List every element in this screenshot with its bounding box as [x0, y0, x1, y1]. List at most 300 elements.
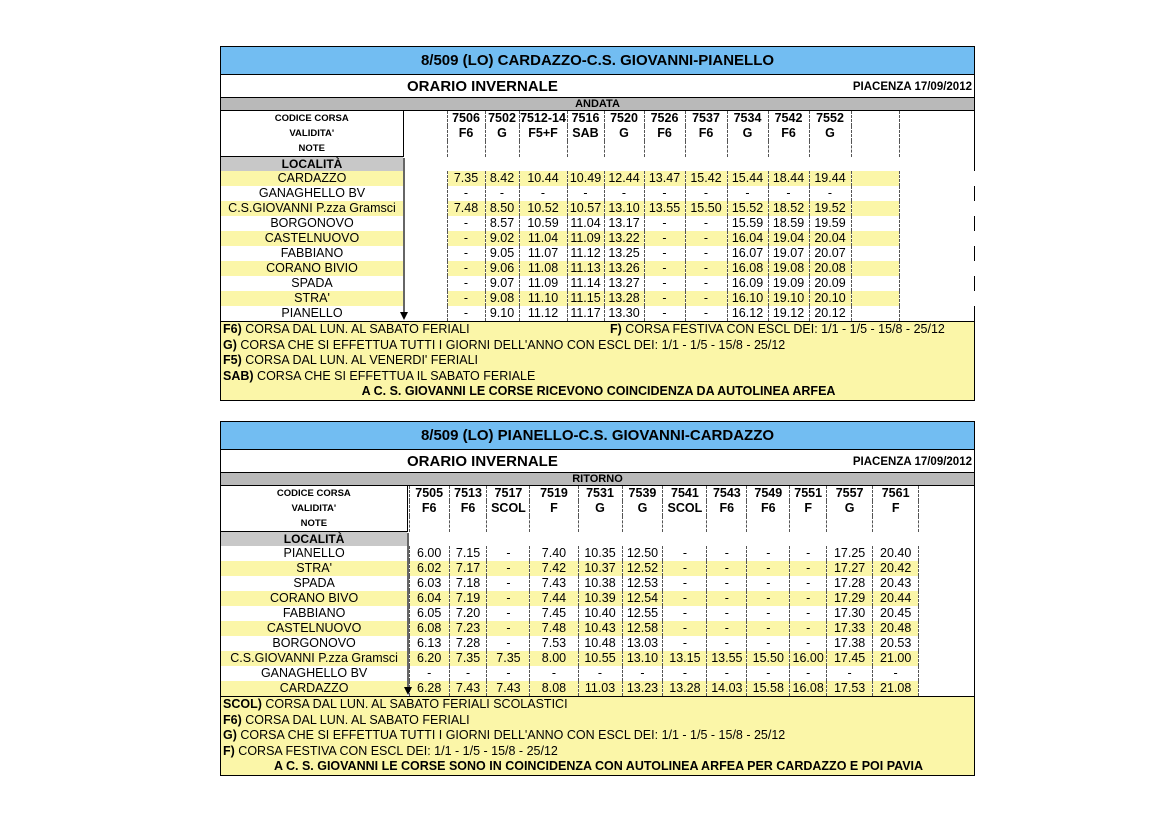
stop-time — [899, 291, 998, 306]
blank-cell — [447, 157, 485, 172]
header-row — [221, 126, 998, 141]
stop-time: - — [487, 621, 530, 636]
stop-time: 9.10 — [485, 306, 519, 321]
stop-row — [221, 186, 998, 201]
stop-time: 20.08 — [809, 261, 851, 276]
trip-note — [747, 516, 790, 532]
stop-row — [221, 651, 974, 666]
ritorno-subtitle — [221, 450, 974, 473]
trip-note — [604, 141, 644, 157]
localita-row — [221, 532, 974, 547]
stop-row — [221, 291, 998, 306]
trip-code: 7539 — [622, 486, 663, 501]
legend-key: F) — [223, 743, 235, 758]
stop-time: 6.04 — [409, 591, 449, 606]
stop-time: 17.29 — [827, 591, 873, 606]
trip-validity: G — [727, 126, 768, 141]
legend-note — [221, 697, 974, 713]
stop-time: 21.00 — [873, 651, 919, 666]
trip-code: 7537 — [685, 111, 727, 126]
stop-time: 10.59 — [519, 216, 567, 231]
stop-name: GANAGHELLO BV — [258, 186, 366, 200]
stop-time: 20.48 — [873, 621, 919, 636]
legend-note — [221, 353, 974, 369]
stop-time: - — [747, 606, 790, 621]
trip-validity: F6 — [707, 501, 747, 516]
stop-time: - — [790, 591, 827, 606]
stop-time: - — [487, 576, 530, 591]
stop-time — [851, 201, 899, 216]
trip-code: 7543 — [707, 486, 747, 501]
stop-time: 19.44 — [809, 171, 851, 186]
stop-time: - — [790, 636, 827, 651]
legend-text: CORSA CHE SI EFFETTUA TUTTI I GIORNI DELL'ANNO CON ESCL DEI: 1/1 - 1/5 - 15/8 - 25/12 — [236, 728, 786, 742]
stop-time: - — [685, 261, 727, 276]
stop-time: 8.42 — [485, 171, 519, 186]
trip-code: 7513 — [449, 486, 487, 501]
trip-note — [899, 141, 998, 157]
stop-time — [919, 651, 974, 666]
stop-time: - — [487, 606, 530, 621]
blank-cell — [768, 157, 809, 172]
stop-time: - — [809, 186, 851, 201]
stop-time: - — [747, 621, 790, 636]
stop-time — [851, 246, 899, 261]
stop-time: 13.55 — [707, 651, 747, 666]
stop-time: - — [747, 561, 790, 576]
stop-name: STRA' — [221, 561, 407, 576]
legend-key: F) — [610, 322, 622, 336]
trip-validity: SCOL — [487, 501, 530, 516]
stop-name: PIANELLO — [281, 306, 343, 320]
stop-time — [851, 231, 899, 246]
stop-time: 7.43 — [530, 576, 578, 591]
stop-time: 11.09 — [567, 231, 604, 246]
arrow-column — [403, 291, 447, 306]
andata-table — [221, 111, 998, 321]
blank-cell — [685, 157, 727, 172]
stop-time: 13.30 — [604, 306, 644, 321]
stop-time: 7.18 — [449, 576, 487, 591]
trip-code: 7516 — [567, 111, 604, 126]
arrow-column — [403, 261, 447, 276]
stop-time: - — [685, 186, 727, 201]
stop-time: 10.52 — [519, 201, 567, 216]
trip-validity: SCOL — [663, 501, 707, 516]
trip-code: 7561 — [873, 486, 919, 501]
stop-time: 13.22 — [604, 231, 644, 246]
stop-time: 13.28 — [663, 681, 707, 696]
trip-note — [790, 516, 827, 532]
stop-time: 12.58 — [622, 621, 663, 636]
stop-time: - — [644, 261, 685, 276]
legend-note — [221, 728, 974, 744]
stop-time: 11.17 — [567, 306, 604, 321]
header-label: VALIDITA' — [289, 128, 335, 139]
trip-note — [578, 516, 622, 532]
stop-time: 11.07 — [519, 246, 567, 261]
blank-cell — [622, 532, 663, 547]
arrow-column — [403, 306, 447, 321]
stop-time: - — [487, 591, 530, 606]
stop-time: 11.12 — [519, 306, 567, 321]
stop-time: 7.19 — [449, 591, 487, 606]
trip-validity: F6 — [685, 126, 727, 141]
stop-time: 15.42 — [685, 171, 727, 186]
stop-time: - — [567, 186, 604, 201]
stop-time: - — [707, 576, 747, 591]
trip-note — [530, 516, 578, 532]
stop-name: CASTELNUOVO — [221, 621, 407, 636]
arrow-column — [403, 111, 447, 126]
stop-time: 6.20 — [409, 651, 449, 666]
stop-time: 6.03 — [409, 576, 449, 591]
trip-note — [485, 141, 519, 157]
legend-key: F6) — [223, 322, 242, 336]
stop-time: 10.49 — [567, 171, 604, 186]
trip-validity: G — [485, 126, 519, 141]
ritorno-direction: RITORNO — [221, 473, 974, 486]
stop-time: 7.48 — [530, 621, 578, 636]
arrow-column — [407, 501, 409, 516]
legend-note — [221, 369, 974, 385]
stop-time: - — [747, 546, 790, 561]
stop-time: - — [604, 186, 644, 201]
trip-note — [449, 516, 487, 532]
stop-row — [221, 546, 974, 561]
stop-time: 19.07 — [768, 246, 809, 261]
stop-time — [899, 216, 998, 231]
stop-time: 19.04 — [768, 231, 809, 246]
stop-time — [851, 261, 899, 276]
andata-direction: ANDATA — [221, 98, 974, 111]
trip-note — [567, 141, 604, 157]
stop-time: 7.23 — [449, 621, 487, 636]
stop-name: SPADA — [291, 276, 333, 290]
stop-time: - — [622, 666, 663, 681]
stop-time: 7.53 — [530, 636, 578, 651]
trip-note — [809, 141, 851, 157]
andata-place-date: PIACENZA 17/09/2012 — [852, 81, 972, 93]
stop-time: 16.10 — [727, 291, 768, 306]
stop-time: - — [685, 216, 727, 231]
stop-time: 19.08 — [768, 261, 809, 276]
stop-time — [899, 261, 998, 276]
trip-code: 7526 — [644, 111, 685, 126]
stop-time — [919, 606, 974, 621]
arrow-column — [403, 276, 447, 291]
blank-cell — [919, 532, 974, 547]
trip-validity: G — [809, 126, 851, 141]
stop-row — [221, 606, 974, 621]
stop-time: - — [487, 546, 530, 561]
trip-note — [663, 516, 707, 532]
stop-time: 19.09 — [768, 276, 809, 291]
blank-cell — [578, 532, 622, 547]
header-label: VALIDITA' — [291, 503, 337, 514]
stop-time: 10.38 — [578, 576, 622, 591]
stop-time: - — [707, 636, 747, 651]
stop-time: - — [747, 666, 790, 681]
stop-row — [221, 171, 998, 186]
stop-time: 17.27 — [827, 561, 873, 576]
stop-time: - — [663, 576, 707, 591]
stop-row — [221, 216, 998, 231]
stop-time: - — [644, 186, 685, 201]
stop-time: 11.03 — [578, 681, 622, 696]
stop-time: - — [644, 276, 685, 291]
trip-validity — [851, 126, 899, 141]
stop-time: 10.39 — [578, 591, 622, 606]
blank-cell — [809, 157, 851, 172]
trip-code: 7541 — [663, 486, 707, 501]
stop-time: 10.55 — [578, 651, 622, 666]
stop-time: 7.44 — [530, 591, 578, 606]
stop-time: - — [685, 306, 727, 321]
stop-time: 6.02 — [409, 561, 449, 576]
stop-time: 15.52 — [727, 201, 768, 216]
header-row — [221, 111, 998, 126]
stop-time — [851, 291, 899, 306]
legend-note — [221, 713, 974, 729]
stop-time: - — [447, 261, 485, 276]
stop-time: - — [644, 231, 685, 246]
stop-time: 20.07 — [809, 246, 851, 261]
trip-validity: F6 — [447, 126, 485, 141]
stop-time: - — [663, 561, 707, 576]
stop-time: - — [707, 621, 747, 636]
stop-time: 10.37 — [578, 561, 622, 576]
stop-row — [221, 636, 974, 651]
trip-validity: G — [827, 501, 873, 516]
stop-time — [899, 246, 998, 261]
stop-time: 7.40 — [530, 546, 578, 561]
legend-note — [221, 338, 974, 354]
stop-time: - — [447, 186, 485, 201]
stop-time: 12.44 — [604, 171, 644, 186]
stop-time: 16.09 — [727, 276, 768, 291]
arrow-head — [404, 687, 412, 695]
stop-time: - — [685, 291, 727, 306]
stop-time: 11.08 — [519, 261, 567, 276]
stop-time: 17.30 — [827, 606, 873, 621]
stop-time: - — [727, 186, 768, 201]
stop-time: 20.43 — [873, 576, 919, 591]
ritorno-notes — [221, 696, 974, 775]
stop-row — [221, 576, 974, 591]
legend-key: SCOL) — [223, 697, 262, 711]
stop-time: 15.59 — [727, 216, 768, 231]
stop-time: 11.12 — [567, 246, 604, 261]
legend-note — [221, 322, 974, 338]
trip-note — [707, 516, 747, 532]
stop-time: 7.48 — [447, 201, 485, 216]
stop-name: BORGONOVO — [272, 636, 356, 650]
stop-time — [919, 636, 974, 651]
stop-time: - — [519, 186, 567, 201]
blank-cell — [747, 532, 790, 547]
stop-time: 19.59 — [809, 216, 851, 231]
trip-note — [727, 141, 768, 157]
stop-time: 21.08 — [873, 681, 919, 696]
stop-time — [899, 276, 998, 291]
blank-cell — [530, 532, 578, 547]
trip-validity: F — [873, 501, 919, 516]
trip-validity — [919, 501, 974, 516]
stop-time: 18.44 — [768, 171, 809, 186]
stop-time: - — [447, 306, 485, 321]
trip-note — [685, 141, 727, 157]
stop-time: 10.35 — [578, 546, 622, 561]
ritorno-timetable — [220, 421, 975, 776]
blank-cell — [827, 532, 873, 547]
legend-key: F5) — [223, 353, 242, 367]
stop-time: - — [530, 666, 578, 681]
trip-code: 7502 — [485, 111, 519, 126]
stop-time: 13.26 — [604, 261, 644, 276]
stop-time: 20.45 — [873, 606, 919, 621]
stop-time: - — [644, 246, 685, 261]
trip-note — [851, 141, 899, 157]
stop-time — [899, 306, 998, 321]
legend-text: CORSA CHE SI EFFETTUA TUTTI I GIORNI DELL'ANNO CON ESCL DEI: 1/1 - 1/5 - 15/8 - 25/12 — [236, 337, 786, 352]
stop-time: - — [707, 591, 747, 606]
stop-time: - — [663, 666, 707, 681]
trip-note — [919, 516, 974, 532]
stop-time: 16.04 — [727, 231, 768, 246]
stop-time: 8.57 — [485, 216, 519, 231]
trip-code: 7506 — [447, 111, 485, 126]
stop-time: 20.44 — [873, 591, 919, 606]
stop-time: 7.42 — [530, 561, 578, 576]
stop-time — [851, 216, 899, 231]
stop-time: 15.58 — [747, 681, 790, 696]
blank-cell — [409, 532, 449, 547]
stop-row — [221, 276, 998, 291]
stop-time: 17.33 — [827, 621, 873, 636]
stop-time: 13.15 — [663, 651, 707, 666]
stop-row — [221, 261, 998, 276]
stop-row — [221, 246, 998, 261]
stop-time: 6.28 — [409, 681, 449, 696]
trip-validity: F — [790, 501, 827, 516]
stop-time: 17.38 — [827, 636, 873, 651]
trip-code: 7517 — [487, 486, 530, 501]
trip-note — [409, 516, 449, 532]
stop-time: 7.17 — [449, 561, 487, 576]
stop-time: - — [873, 666, 919, 681]
trip-code: 7531 — [578, 486, 622, 501]
legend-text: CORSA CHE SI EFFETTUA IL SABATO FERIALE — [253, 368, 536, 383]
stop-time: - — [790, 576, 827, 591]
legend-note — [221, 744, 974, 760]
stop-row — [221, 666, 974, 681]
blank-cell — [873, 532, 919, 547]
stop-time: 11.04 — [519, 231, 567, 246]
trip-code: 7512-14 — [520, 111, 566, 125]
stop-time — [919, 621, 974, 636]
stop-time: - — [707, 546, 747, 561]
stop-time: 17.53 — [827, 681, 873, 696]
trip-code: 7505 — [409, 486, 449, 501]
stop-time: - — [449, 666, 487, 681]
andata-timetable — [220, 46, 975, 401]
blank-cell — [707, 532, 747, 547]
trip-validity: F6 — [747, 501, 790, 516]
legend-text: CORSA FESTIVA CON ESCL DEI: 1/1 - 1/5 - 15/8 - 25/12 — [621, 322, 945, 336]
stop-time: 7.28 — [449, 636, 487, 651]
stop-name: SPADA — [293, 576, 335, 590]
arrow-column — [407, 516, 409, 532]
stop-time: 15.50 — [685, 201, 727, 216]
legend-key: SAB) — [223, 368, 254, 383]
stop-time: 20.40 — [873, 546, 919, 561]
stop-time: 11.04 — [567, 216, 604, 231]
trip-validity: SAB — [567, 126, 604, 141]
direction-arrow-icon — [399, 158, 409, 320]
stop-time — [919, 546, 974, 561]
stop-time: - — [790, 621, 827, 636]
trip-code: 7520 — [604, 111, 644, 126]
trip-code: 7552 — [809, 111, 851, 126]
stop-time: 16.08 — [790, 681, 827, 696]
stop-time: - — [447, 246, 485, 261]
stop-row — [221, 621, 974, 636]
andata-title: 8/509 (LO) CARDAZZO-C.S. GIOVANNI-PIANELLO — [221, 47, 974, 75]
trip-validity: F6 — [768, 126, 809, 141]
blank-cell — [851, 157, 899, 172]
trip-note — [768, 141, 809, 157]
arrow-column — [403, 246, 447, 261]
andata-subtitle — [221, 75, 974, 98]
trip-validity: F5+F — [519, 126, 567, 141]
blank-cell — [790, 532, 827, 547]
stop-time: - — [447, 216, 485, 231]
stop-time: - — [485, 186, 519, 201]
trip-validity: F6 — [409, 501, 449, 516]
stop-time: 17.25 — [827, 546, 873, 561]
ritorno-orario: ORARIO INVERNALE — [407, 453, 558, 470]
stop-time: 11.09 — [519, 276, 567, 291]
stop-time: 20.12 — [809, 306, 851, 321]
stop-time: 11.14 — [567, 276, 604, 291]
stop-name: CORANO BIVIO — [221, 261, 403, 276]
trip-note — [622, 516, 663, 532]
stop-time: - — [747, 576, 790, 591]
stop-time: 20.42 — [873, 561, 919, 576]
stop-time: 12.54 — [622, 591, 663, 606]
coincidence-footer: A C. S. GIOVANNI LE CORSE RICEVONO COINCIDENZA DA AUTOLINEA ARFEA — [361, 384, 836, 398]
stop-time: 17.45 — [827, 651, 873, 666]
stop-time: 13.17 — [604, 216, 644, 231]
ritorno-table — [221, 486, 974, 696]
stop-time: - — [644, 291, 685, 306]
stop-name: BORGONOVO — [270, 216, 354, 230]
stop-name: CARDAZZO — [221, 171, 403, 186]
stop-time: 12.55 — [622, 606, 663, 621]
stop-time: - — [447, 231, 485, 246]
stop-time: 20.09 — [809, 276, 851, 291]
stop-time — [919, 681, 974, 696]
trip-validity: G — [578, 501, 622, 516]
trip-code: 7551 — [790, 486, 827, 501]
stop-time: 10.44 — [519, 171, 567, 186]
header-row — [221, 486, 974, 501]
stop-time: 9.07 — [485, 276, 519, 291]
stop-time: 18.59 — [768, 216, 809, 231]
stop-name: C.S.GIOVANNI P.zza Gramsci — [221, 201, 403, 216]
stop-time: 9.05 — [485, 246, 519, 261]
